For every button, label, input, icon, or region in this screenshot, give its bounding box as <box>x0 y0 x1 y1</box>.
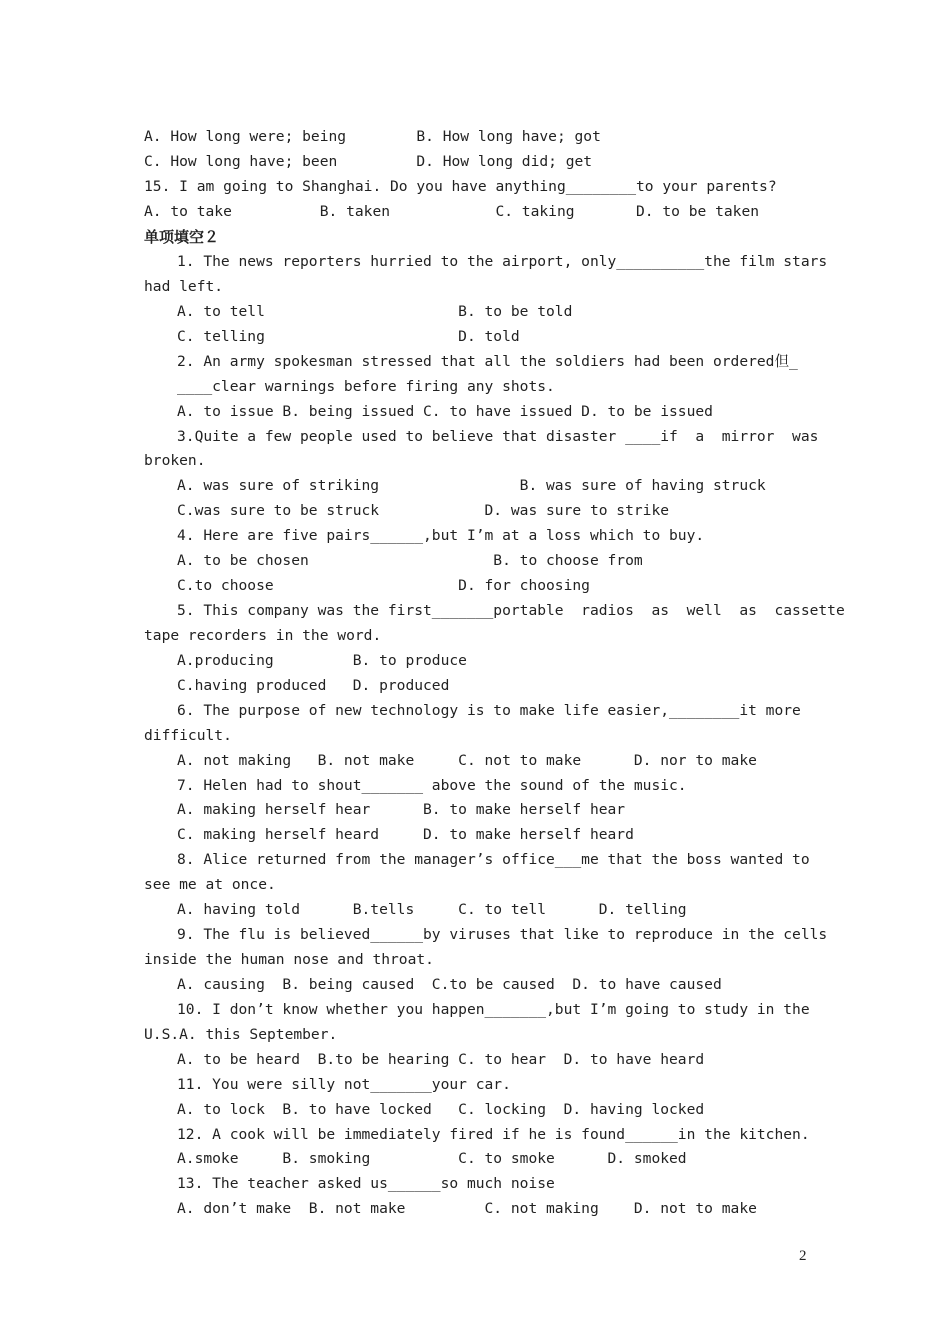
text-line: 7. Helen had to shout_______ above the sound of the music. <box>177 777 687 794</box>
text-line: A. not making B. not make C. not to make D. nor to make <box>177 752 757 769</box>
text-line: see me at once. <box>144 876 276 893</box>
text-line: A. to be heard B.to be hearing C. to hear D. to have heard <box>177 1051 705 1068</box>
text-line: C.to choose D. for choosing <box>177 577 590 594</box>
option-line: A. How long were; being B. How long have; got <box>144 128 601 145</box>
text-line: broken. <box>144 452 206 469</box>
text-line: A.producing B. to produce <box>177 652 467 669</box>
text-line: A. causing B. being caused C.to be caused D. to have caused <box>177 976 722 993</box>
text-line: A. to issue B. being issued C. to have issued D. to be issued <box>177 403 713 420</box>
page-number: 2 <box>799 1248 807 1264</box>
text-line: A.smoke B. smoking C. to smoke D. smoked <box>177 1150 687 1167</box>
text-line: A. to tell B. to be told <box>177 303 573 320</box>
text-line: 10. I don’t know whether you happen_______,but I’m going to study in the <box>177 1001 810 1018</box>
text-line: U.S.A. this September. <box>144 1026 338 1043</box>
text-line: A. to be chosen B. to choose from <box>177 552 643 569</box>
text-line: 8. Alice returned from the manager’s office___me that the boss wanted to <box>177 851 810 868</box>
text-line: 1. The news reporters hurried to the airport, only__________the film stars <box>177 253 828 270</box>
text-line: had left. <box>144 278 224 295</box>
text-line: 3.Quite a few people used to believe that disaster ____if a mirror was <box>177 428 819 445</box>
text-line: C. telling D. told <box>177 328 520 345</box>
text-line: difficult. <box>144 727 232 744</box>
question-line: 15. I am going to Shanghai. Do you have anything________to your parents? <box>144 178 777 195</box>
option-line: C. How long have; been D. How long did; get <box>144 153 593 170</box>
text-line: ____clear warnings before firing any shots. <box>177 378 555 395</box>
text-line: inside the human nose and throat. <box>144 951 434 968</box>
text-line: A. don’t make B. not make C. not making D. not to make <box>177 1200 757 1217</box>
text-line: 11. You were silly not_______your car. <box>177 1076 511 1093</box>
text-line: 12. A cook will be immediately fired if he is found______in the kitchen. <box>177 1126 810 1143</box>
text-line: A. was sure of striking B. was sure of having struck <box>177 477 766 494</box>
text-line: 13. The teacher asked us______so much noise <box>177 1175 555 1192</box>
text-line: A. making herself hear B. to make herself hear <box>177 801 626 818</box>
text-line: A. to lock B. to have locked C. locking D. having locked <box>177 1101 705 1118</box>
text-line: 5. This company was the first_______portable radios as well as cassette <box>177 602 845 619</box>
option-line: A. to take B. taken C. taking D. to be taken <box>144 203 760 220</box>
text-line: 2. An army spokesman stressed that all the soldiers had been ordered但_ <box>177 353 798 370</box>
text-line: C.having produced D. produced <box>177 677 450 694</box>
text-line: C.was sure to be struck D. was sure to strike <box>177 502 670 519</box>
text-line: C. making herself heard D. to make herself heard <box>177 826 634 843</box>
text-line: A. having told B.tells C. to tell D. telling <box>177 901 687 918</box>
text-line: tape recorders in the word. <box>144 627 382 644</box>
section-title: 单项填空２ <box>144 228 220 246</box>
text-line: 6. The purpose of new technology is to make life easier,________it more <box>177 702 801 719</box>
text-line: 9. The flu is believed______by viruses that like to reproduce in the cells <box>177 926 828 943</box>
text-line: 4. Here are five pairs______,but I’m at a loss which to buy. <box>177 527 705 544</box>
